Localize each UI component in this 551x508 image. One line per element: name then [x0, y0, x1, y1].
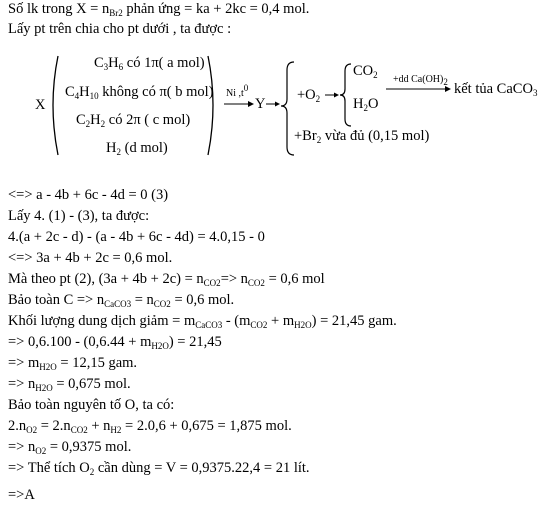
oxygen-calc-line: $2.n_{O2} = 2.n_{CO2} + n_{H2} = 2.0,6 + 0,675 = 1,875$ mol.	[8, 418, 292, 435]
component-c3h6: $C_3H_6$ có 1π( a mol)	[94, 55, 205, 72]
right-paren	[208, 56, 213, 155]
product-co2: $CO_2$	[353, 63, 378, 80]
carbon-balance-line: Bảo toàn $C => n_{CaCO3} = n_{CO2} = 0,6$ mol.	[8, 292, 235, 309]
mixture-x-label: X	[35, 97, 46, 113]
take-4-line: Lấy 4. (1) - (3), ta được:	[8, 208, 150, 224]
left-paren	[53, 56, 58, 155]
br2-reagent: $+Br_2$ vừa đủ (0,15 mol)	[294, 128, 430, 145]
catalyst-label: Ni $,t^0$	[226, 83, 249, 99]
mass-calc-line: => $0,6.100 - (0,6.44 + m_{H2O}) = 21,45$	[8, 334, 222, 351]
big-brace	[281, 62, 294, 155]
o2-reagent: $+O_2$	[297, 87, 321, 104]
answer-line: =>A	[8, 487, 35, 503]
intro-line-1: Số lk trong $X = n_{Br2}$ phản ứng = ka + 2kc = 0,4 mol.	[8, 1, 310, 18]
volume-o2-line: => Thể tích $O_2$ cần dùng = V = 0,9375.22,4 = 21 lít.	[8, 460, 310, 477]
calc-line-1: 4.(a + 2c - d) - (a - 4b + 6c - 4d) = 4.0,15 - 0	[8, 229, 265, 245]
component-h2: $H_2$ (d mol)	[106, 140, 168, 157]
component-c4h10: $C_4H_{10}$ không có π( b mol)	[65, 84, 214, 101]
product-caco3: kết tủa CaCO$_3$	[454, 81, 538, 98]
mass-h2o-line: => $m_{H2O} = 12,15$ gam.	[8, 355, 138, 372]
equation-3: <=> a - 4b + 6c - 4d = 0 (3)	[8, 187, 169, 203]
mass-decrease-line: Khối lượng dung dịch giảm = $m_{CaCO3} - (m_{CO2} + m_{H2O}) = 21,45$ gam.	[8, 313, 397, 330]
component-c2h2: $C_2H_2$ có 2π ( c mol)	[76, 112, 191, 129]
product-h2o: $H_2O$	[353, 96, 379, 113]
mol-h2o-line: => $n_{H2O} = 0,675$ mol.	[8, 376, 131, 393]
oxygen-balance-line: Bảo toàn nguyên tố O, ta có:	[8, 397, 175, 413]
mixture-y-label: Y	[255, 96, 266, 112]
caoh2-reagent: +dd $Ca(OH)_2$	[393, 74, 448, 87]
pt2-line: Mà theo pt (2), $(3a + 4b + 2c) = n_{CO2}=> n_{CO2} = 0,6$ mol	[8, 271, 325, 288]
calc-line-2: <=> 3a + 4b + 2c = 0,6 mol.	[8, 250, 173, 266]
mol-o2-line: => $n_{O2} = 0,9375$ mol.	[8, 439, 132, 456]
intro-line-2: Lấy pt trên chia cho pt dưới , ta được :	[8, 21, 232, 37]
small-brace	[340, 64, 351, 126]
